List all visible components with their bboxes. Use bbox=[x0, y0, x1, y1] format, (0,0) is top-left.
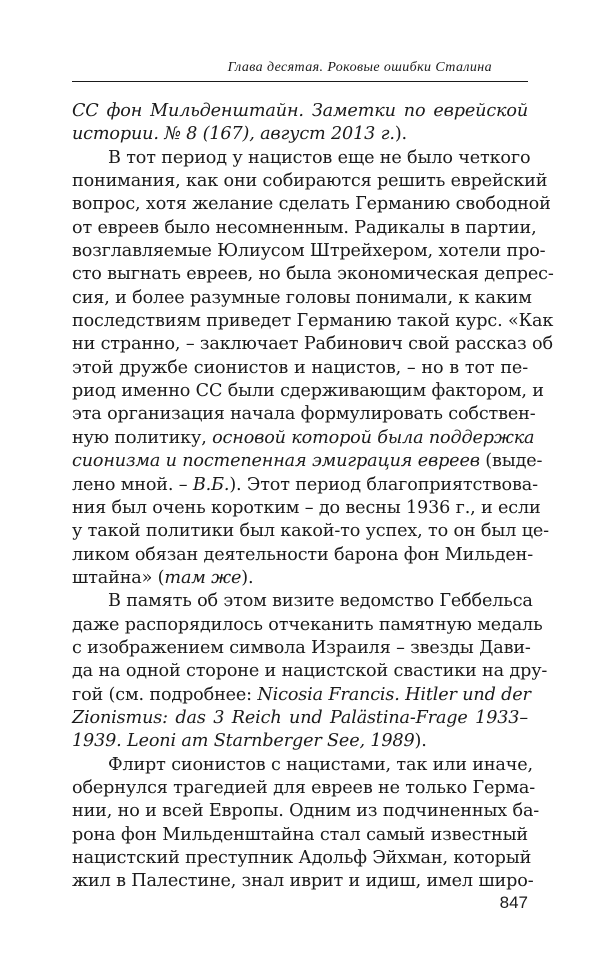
text-run: ). bbox=[241, 567, 254, 588]
italic-run: истории. № 8 (167), август 2013 г. bbox=[72, 124, 395, 145]
text-line bbox=[72, 520, 549, 543]
text-run: последствиям приведет Германию такой курс. «Как bbox=[72, 311, 554, 332]
text-run: возглавляемые Юлиусом Штрейхером, хотели про- bbox=[72, 241, 546, 262]
text-run: да на одной стороне и нацистской свастики на дру- bbox=[72, 661, 548, 682]
text-line bbox=[72, 730, 528, 753]
text-run: вопрос, хотя желание сделать Германию свободной bbox=[72, 194, 551, 215]
text-line bbox=[72, 497, 541, 520]
text-run: обернулся трагедией для евреев не только Герма- bbox=[72, 777, 536, 798]
text-run: ). Этот период благоприятствова- bbox=[229, 474, 538, 495]
text-line bbox=[72, 193, 551, 216]
text-run: лено мной. – bbox=[72, 474, 193, 495]
text-run: сия, и более разумные головы понимали, к каким bbox=[72, 287, 532, 308]
text-line bbox=[72, 147, 531, 170]
text-run: ). bbox=[414, 731, 427, 752]
text-run: от евреев было несомненным. Радикалы в партии, bbox=[72, 217, 537, 238]
text-run: В память об этом визите ведомство Геббельса bbox=[108, 591, 533, 612]
text-line bbox=[72, 870, 534, 893]
text-run: ния был очень коротким – до весны 1936 г., и если bbox=[72, 497, 541, 518]
text-line bbox=[72, 310, 554, 333]
text-line bbox=[72, 380, 544, 403]
text-line bbox=[72, 684, 531, 707]
text-line bbox=[72, 333, 553, 356]
text-line bbox=[72, 357, 528, 380]
text-run: риод именно СС были сдерживающим фактором, и bbox=[72, 381, 544, 402]
running-header: Глава десятая. Роковые ошибки Сталина bbox=[227, 60, 492, 75]
text-line bbox=[72, 450, 543, 473]
italic-run: 1939. Leoni am Starnberger See, 1989 bbox=[72, 731, 415, 752]
text-line bbox=[72, 544, 534, 567]
text-run: эта организация начала формулировать собствен- bbox=[72, 404, 536, 425]
text-line bbox=[72, 240, 546, 263]
text-line bbox=[72, 824, 528, 847]
header-rule bbox=[72, 81, 528, 82]
text-run: гой (см. подробнее: bbox=[72, 684, 258, 705]
text-run: штайна» ( bbox=[72, 567, 165, 588]
italic-run: В.Б. bbox=[192, 474, 230, 495]
text-line bbox=[72, 100, 528, 123]
text-line bbox=[72, 660, 548, 683]
text-line bbox=[72, 614, 543, 637]
text-line bbox=[72, 217, 537, 240]
text-run: (выде- bbox=[479, 451, 543, 472]
text-run: у такой политики был какой-то успех, то он был це- bbox=[72, 521, 549, 542]
text-run: нии, но и всей Европы. Одним из подчиненных ба- bbox=[72, 801, 540, 822]
text-line bbox=[72, 847, 532, 870]
text-line bbox=[72, 800, 540, 823]
text-run: с изображением символа Израиля – звезды Дави- bbox=[72, 637, 531, 658]
text-run: сто выгнать евреев, но была экономическая депрес- bbox=[72, 264, 554, 285]
text-line bbox=[72, 707, 528, 730]
text-run: этой дружбе сионистов и нацистов, – но в тот пе- bbox=[72, 357, 528, 378]
text-line bbox=[72, 474, 538, 497]
text-run: ликом обязан деятельности барона фон Мильден- bbox=[72, 544, 534, 565]
text-run: нацистский преступник Адольф Эйхман, который bbox=[72, 848, 532, 868]
text-line bbox=[72, 170, 548, 193]
text-line bbox=[72, 567, 528, 590]
italic-run: Nicosia Francis. Hitler und der bbox=[257, 684, 531, 705]
text-run: В тот период у нацистов еще не было четкого bbox=[108, 147, 531, 168]
text-run: ). bbox=[394, 124, 407, 145]
text-line bbox=[72, 123, 528, 146]
text-line bbox=[72, 590, 533, 613]
text-run: ную политику, bbox=[72, 427, 213, 448]
text-line bbox=[72, 637, 531, 660]
text-line bbox=[72, 403, 536, 426]
text-run: даже распорядилось отчеканить памятную медаль bbox=[72, 614, 543, 635]
text-line bbox=[72, 427, 535, 450]
page-body bbox=[72, 100, 554, 894]
page-number: 847 bbox=[499, 893, 528, 912]
text-line bbox=[72, 263, 554, 286]
italic-run: Zionismus: das 3 Reich und Palästina-Frage 1933– bbox=[72, 707, 528, 728]
text-run: жил в Палестине, знал иврит и идиш, имел широ- bbox=[72, 871, 534, 892]
text-run: понимания, как они собираются решить еврейский bbox=[72, 171, 548, 192]
text-run: рона фон Мильденштайна стал самый известный bbox=[72, 824, 528, 845]
italic-run: сионизма и постепенная эмиграция евреев bbox=[72, 451, 480, 472]
text-line bbox=[72, 777, 536, 800]
text-line bbox=[72, 754, 533, 777]
text-line bbox=[72, 287, 532, 310]
italic-run: основой которой была поддержка bbox=[212, 427, 535, 448]
text-run: Флирт сионистов с нацистами, так или иначе, bbox=[108, 754, 533, 775]
italic-run: СС фон Мильденштайн. Заметки по еврейской bbox=[72, 101, 528, 121]
text-run: ни странно, – заключает Рабинович свой рассказ об bbox=[72, 334, 553, 355]
italic-run: там же bbox=[164, 567, 242, 588]
